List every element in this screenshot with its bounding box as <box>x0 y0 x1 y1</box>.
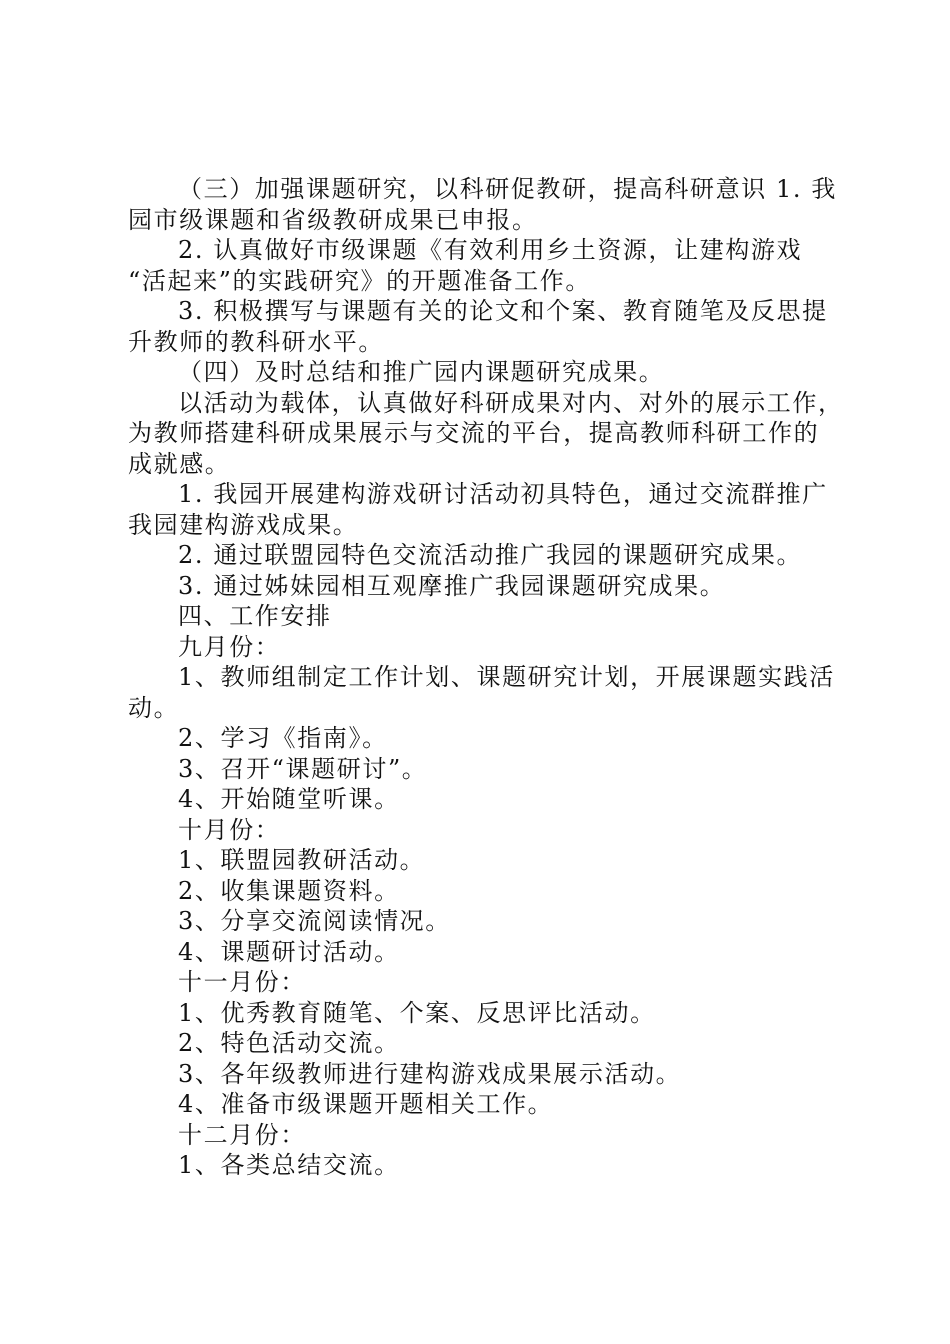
text-line: 成就感。 <box>128 449 231 478</box>
text-line: 3. 通过姊妹园相互观摩推广我园课题研究成果。 <box>178 571 726 600</box>
list-item: 3、召开“课题研讨”。 <box>178 754 428 783</box>
text-line: 1. 我园开展建构游戏研讨活动初具特色，通过交流群推广 <box>178 480 828 508</box>
text-line: 以活动为载体，认真做好科研成果对内、对外的展示工作， <box>178 388 844 417</box>
text-line: 我园建构游戏成果。 <box>128 510 359 539</box>
list-item: 4、课题研讨活动。 <box>178 937 400 966</box>
text-line: 为教师搭建科研成果展示与交流的平台，提高教师科研工作的 <box>128 419 820 447</box>
text-line: （三）加强课题研究，以科研促教研，提高科研意识 1. 我 <box>178 175 837 203</box>
list-item: 2、学习《指南》。 <box>178 724 388 752</box>
list-item: 1、优秀教育随笔、个案、反思评比活动。 <box>178 998 656 1027</box>
list-item: 1、教师组制定工作计划、课题研究计划，开展课题实践活 <box>178 663 835 691</box>
text-line: 园市级课题和省级教研成果已申报。 <box>128 205 538 234</box>
text-line: 2. 认真做好市级课题《有效利用乡土资源，让建构游戏 <box>178 236 803 264</box>
section-heading: （四）及时总结和推广园内课题研究成果。 <box>178 358 665 386</box>
list-item: 2、特色活动交流。 <box>178 1029 400 1057</box>
text-line: 升教师的教科研水平。 <box>128 327 384 356</box>
list-item: 3、各年级教师进行建构游戏成果展示活动。 <box>178 1059 682 1088</box>
text-line: “活起来”的实践研究》的开题准备工作。 <box>128 266 591 295</box>
text-line: 3. 积极撰写与课题有关的论文和个案、教育随笔及反思提 <box>178 297 828 325</box>
month-heading: 十月份： <box>178 815 281 844</box>
month-heading: 九月份： <box>178 632 281 661</box>
list-item: 4、开始随堂听课。 <box>178 785 400 813</box>
list-item: 2、收集课题资料。 <box>178 876 400 905</box>
text-line: 2. 通过联盟园特色交流活动推广我园的课题研究成果。 <box>178 541 803 569</box>
section-heading: 四、工作安排 <box>178 602 332 630</box>
list-item: 1、联盟园教研活动。 <box>178 846 426 874</box>
list-item: 1、各类总结交流。 <box>178 1151 400 1179</box>
document-body <box>128 174 844 1181</box>
month-heading: 十一月份： <box>178 968 306 996</box>
list-item: 3、分享交流阅读情况。 <box>178 907 451 935</box>
text-line: 动。 <box>128 693 180 722</box>
month-heading: 十二月份： <box>178 1120 306 1149</box>
list-item: 4、准备市级课题开题相关工作。 <box>178 1090 554 1118</box>
